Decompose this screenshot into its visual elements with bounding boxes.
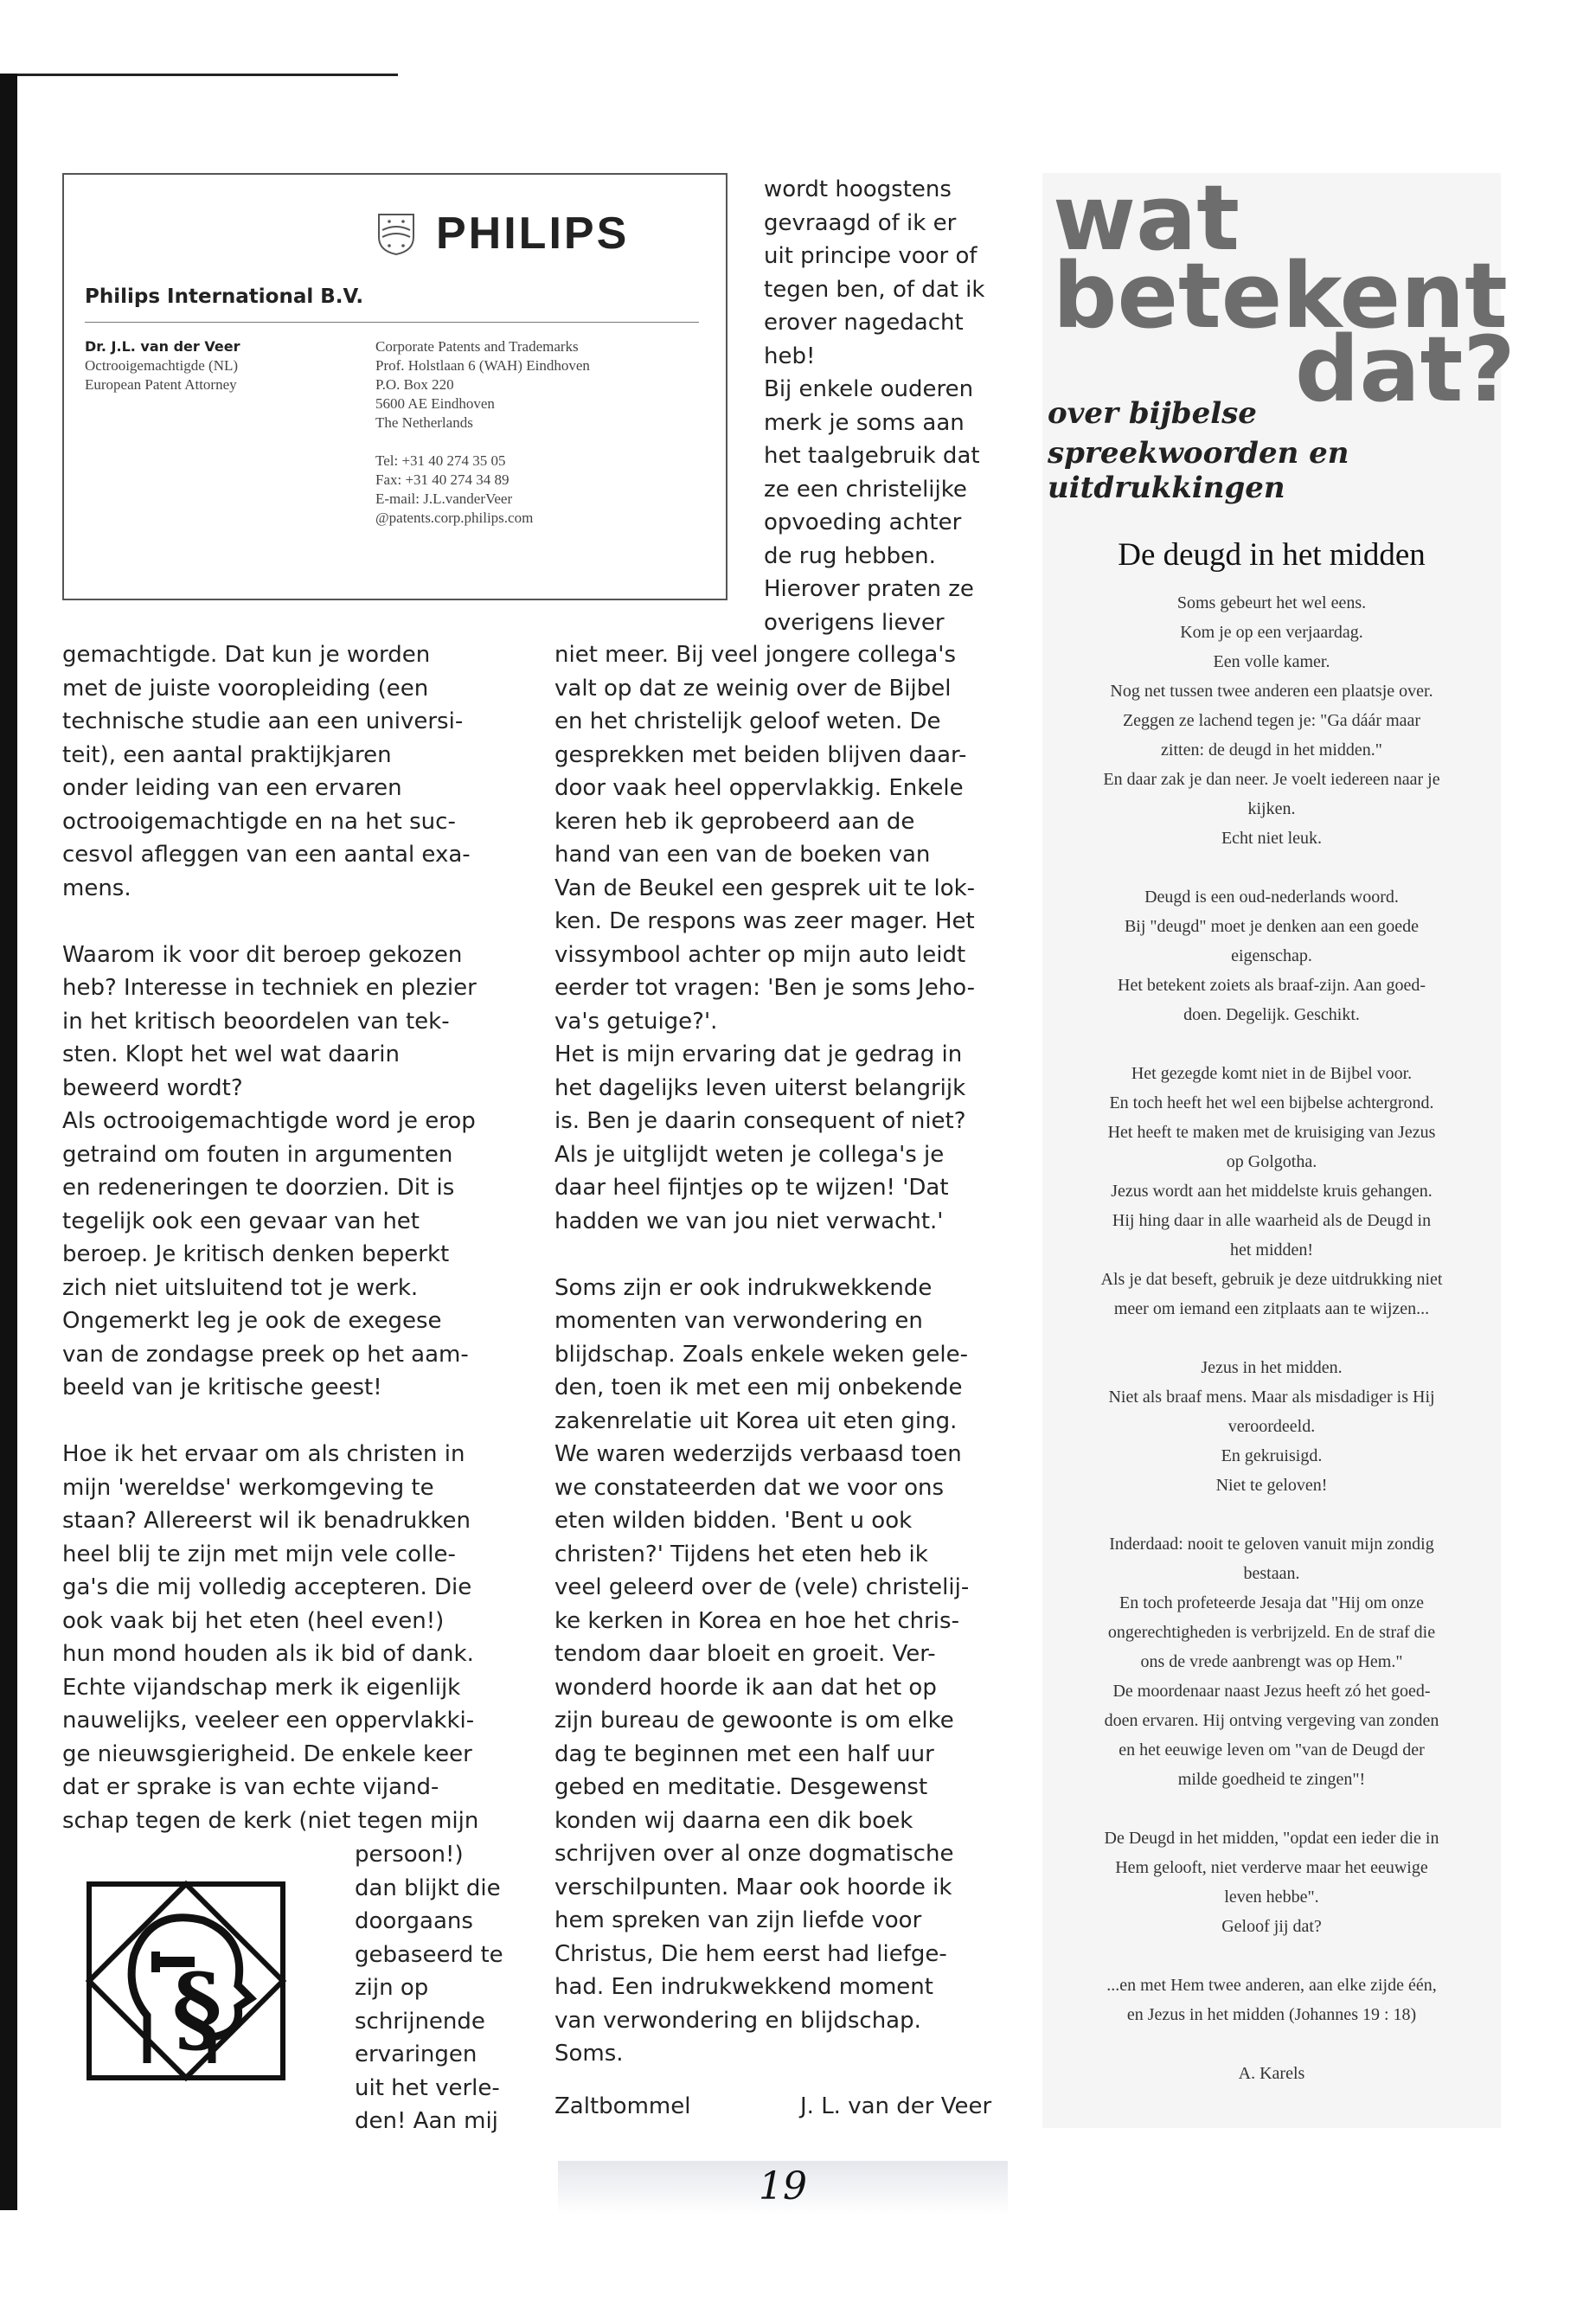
poem-line: en het eeuwige leven om "van de Deugd der <box>1118 1740 1425 1759</box>
article-line: opvoeding achter <box>764 510 962 535</box>
poem-line: Jezus wordt aan het middelste kruis gehangen. <box>1111 1182 1433 1201</box>
person-title: Octrooigemachtigde (NL) <box>85 357 239 374</box>
article-line: Als je uitglijdt weten je collega's je <box>554 1141 945 1168</box>
article-line: ook vaak bij het eten (heel even!) <box>62 1607 445 1634</box>
article-line: gebaseerd te <box>355 1941 503 1968</box>
article-line: cesvol afleggen van een aantal exa- <box>62 842 471 868</box>
article-line: verschilpunten. Maar ook hoorde ik <box>554 1874 952 1900</box>
article-line: sten. Klopt het wel wat daarin <box>62 1042 400 1067</box>
article-line: hand van een van de boeken van <box>554 842 931 868</box>
article-line: ervaringen <box>355 2041 478 2067</box>
poem-line: De moordenaar naast Jezus heeft zó het goed- <box>1112 1682 1431 1701</box>
contact-line: E-mail: J.L.vanderVeer <box>375 490 513 507</box>
address-line: 5600 AE Eindhoven <box>375 395 495 412</box>
article-line: eerder tot vragen: 'Ben je soms Jeho- <box>554 975 975 1001</box>
article-line: zijn bureau de gewoonte is om elke <box>554 1708 954 1734</box>
poem-line: A. Karels <box>1238 2064 1305 2083</box>
article-line: ken. De respons was zeer mager. Het <box>554 908 975 934</box>
article-column-2 <box>554 638 1017 2071</box>
article-line: dan blijkt die <box>355 1875 501 1901</box>
article-line: Van de Beukel een gesprek uit te lok- <box>554 875 976 901</box>
article-line: zich niet uitsluitend tot je werk. <box>62 1274 419 1301</box>
poem-line: Het betekent zoiets als braaf-zijn. Aan goed- <box>1118 976 1426 995</box>
article-line: had. Een indrukwekkend moment <box>554 1974 933 2000</box>
company-name: Philips International B.V. <box>85 285 364 308</box>
article-line: wonderd hoorde ik aan dat het op <box>554 1674 937 1701</box>
article-line: door vaak heel oppervlakkig. Enkele <box>554 775 964 801</box>
poem-line: Het gezegde komt niet in de Bijbel voor. <box>1131 1064 1413 1083</box>
poem-body <box>1051 588 1492 2088</box>
article-line: Christus, Die hem eerst had liefge- <box>554 1940 947 1967</box>
poem-line: leven hebbe". <box>1224 1888 1319 1907</box>
article-line: van de zondagse preek op het aam- <box>62 1341 469 1368</box>
article-line: valt op dat ze weinig over de Bijbel <box>554 675 952 702</box>
article-line: is. Ben je daarin consequent of niet? <box>554 1108 966 1134</box>
article-line: schrijnende <box>355 2008 485 2035</box>
page-edge-bar <box>0 74 17 2210</box>
poem-line: Hij hing daar in alle waarheid als de Deugd in <box>1112 1211 1432 1230</box>
article-line: dat er sprake is van echte vijand- <box>62 1774 439 1800</box>
poem-line: zitten: de deugd in het midden." <box>1161 740 1382 760</box>
philips-logo-text: PHILIPS <box>436 208 630 259</box>
signature-author: J. L. van der Veer <box>800 2093 992 2119</box>
poem-line: kijken. <box>1247 799 1296 818</box>
article-line: ga's die mij volledig accepteren. Die <box>62 1574 472 1600</box>
article-line: met de juiste vooropleiding (een <box>62 675 429 702</box>
address-block <box>375 337 713 528</box>
article-line: Bij enkele ouderen <box>764 376 974 402</box>
poem-line: De Deugd in het midden, "opdat een ieder die in <box>1104 1829 1439 1848</box>
article-line: overigens liever <box>764 609 945 636</box>
sidebar-subtitle: over bijbelse <box>1048 396 1257 431</box>
poem-line: veroordeeld. <box>1227 1417 1316 1436</box>
article-line: vissymbool achter op mijn auto leidt <box>554 941 966 968</box>
article-line: hun mond houden als ik bid of dank. <box>62 1641 474 1667</box>
poem-line: En daar zak je dan neer. Je voelt iedereen naar je <box>1103 770 1440 789</box>
article-line: mens. <box>62 875 131 901</box>
article-column-2-top <box>764 173 1023 639</box>
article-line: zijn op <box>355 1975 429 2001</box>
business-card <box>62 173 727 600</box>
article-line: den! Aan mij <box>355 2108 498 2134</box>
article-line: van verwondering en blijdschap. <box>554 2007 921 2034</box>
article-line: teit), een aantal praktijkjaren <box>62 741 392 768</box>
poem-line: Jezus in het midden. <box>1201 1358 1343 1377</box>
article-line: momenten van verwondering en <box>554 1308 923 1334</box>
poem-line: ongerechtigheden is verbrijzeld. En de straf die <box>1107 1623 1436 1642</box>
article-line: tendom daar bloeit en groeit. Ver- <box>554 1641 936 1667</box>
poem-line: En toch profeteerde Jesaja dat "Hij om onze <box>1119 1593 1424 1612</box>
address-line: Corporate Patents and Trademarks <box>375 338 579 355</box>
article-line: Ongemerkt leg je ook de exegese <box>62 1308 442 1334</box>
patent-head-logo-icon <box>82 1877 290 2085</box>
article-line: konden wij daarna een dik boek <box>554 1807 913 1834</box>
article-line: schrijven over al onze dogmatische <box>554 1841 954 1867</box>
person-name: Dr. J.L. van der Veer <box>85 338 240 355</box>
article-line: Het is mijn ervaring dat je gedrag in <box>554 1042 963 1067</box>
article-line: heel blij te zijn met mijn vele colle- <box>62 1541 456 1567</box>
article-line: octrooigemachtigde en na het suc- <box>62 808 456 835</box>
article-line: Als octrooigemachtigde word je erop <box>62 1108 476 1134</box>
article-line: Soms zijn er ook indrukwekkende <box>554 1274 933 1301</box>
sidebar-panel <box>1042 165 1516 2128</box>
article-line: hem spreken van zijn liefde voor <box>554 1907 922 1933</box>
poem-line: Echt niet leuk. <box>1221 829 1323 848</box>
article-line: staan? Allereerst wil ik benadrukken <box>62 1508 471 1534</box>
poem-line: Geloof jij dat? <box>1221 1917 1322 1936</box>
poem-line: Het heeft te maken met de kruisiging van Jezus <box>1107 1123 1436 1142</box>
article-line: en het christelijk geloof weten. De <box>554 708 941 734</box>
poem-title: De deugd in het midden <box>1118 537 1426 573</box>
article-line: beroep. Je kritisch denken beperkt <box>62 1241 450 1267</box>
article-line: nauwelijks, veeleer een oppervlakki- <box>62 1708 475 1734</box>
person-title: European Patent Attorney <box>85 376 237 393</box>
philips-shield-icon <box>375 211 417 256</box>
article-line: schap tegen de kerk (niet tegen mijn <box>62 1807 479 1834</box>
article-line: en redeneringen te doorzien. Dit is <box>62 1175 455 1201</box>
signature-place: Zaltbommel <box>554 2093 691 2119</box>
top-rule <box>17 74 398 76</box>
address-line: P.O. Box 220 <box>375 376 454 393</box>
article-line: onder leiding van een ervaren <box>62 775 402 801</box>
poem-line: Niet als braaf mens. Maar als misdadiger is Hij <box>1108 1388 1435 1407</box>
page-number-bar <box>558 2161 1008 2214</box>
article-line: beweerd wordt? <box>62 1074 243 1101</box>
contact-line: Fax: +31 40 274 34 89 <box>375 471 510 488</box>
poem-line: Soms gebeurt het wel eens. <box>1176 593 1367 612</box>
poem-line: En toch heeft het wel een bijbelse achtergrond. <box>1109 1093 1434 1112</box>
poem-line: eigenschap. <box>1231 946 1312 965</box>
article-line: wordt hoogstens <box>764 176 952 202</box>
article-line: veel geleerd over de (vele) christelij- <box>554 1574 970 1600</box>
article-line: de rug hebben. <box>764 542 936 569</box>
article-line: Waarom ik voor dit beroep gekozen <box>62 941 463 968</box>
article-line: hadden we van jou niet verwacht.' <box>554 1208 944 1234</box>
article-line: Hoe ik het ervaar om als christen in <box>62 1441 465 1467</box>
article-line: niet meer. Bij veel jongere collega's <box>554 642 956 668</box>
poem-line: Inderdaad: nooit te geloven vanuit mijn zondig <box>1109 1535 1434 1554</box>
sidebar-title-word: wat <box>1053 165 1240 271</box>
article-line: erover nagedacht <box>764 310 964 336</box>
article-line: eten wilden bidden. 'Bent u ook <box>554 1508 913 1534</box>
article-line: We waren wederzijds verbaasd toen <box>554 1441 962 1467</box>
article-line: doorgaans <box>355 1908 473 1934</box>
article-line: technische studie aan een universi- <box>62 708 464 734</box>
article-line: keren heb ik geprobeerd aan de <box>554 808 915 835</box>
poem-line: Een volle kamer. <box>1213 652 1330 671</box>
article-line: getraind om fouten in argumenten <box>62 1141 453 1168</box>
poem-line: Nog net tussen twee anderen een plaatsje over. <box>1110 682 1433 701</box>
article-line: Echte vijandschap merk ik eigenlijk <box>62 1674 461 1701</box>
poem-line: ons de vrede aanbrengt was op Hem." <box>1140 1652 1403 1671</box>
poem-line: het midden! <box>1229 1240 1314 1259</box>
page-number: 19 <box>759 2164 807 2208</box>
article-line: dag te beginnen met een half uur <box>554 1740 934 1767</box>
article-line: persoon!) <box>355 1842 464 1868</box>
poem-line: Als je dat beseft, gebruik je deze uitdrukking niet <box>1100 1270 1443 1289</box>
article-line: va's getuige?'. <box>554 1008 718 1035</box>
article-line: beeld van je kritische geest! <box>62 1375 382 1400</box>
article-line: in het kritisch beoordelen van tek- <box>62 1008 450 1035</box>
poem-line: Deugd is een oud-nederlands woord. <box>1144 888 1399 907</box>
article-column-1-narrow <box>355 1838 528 2138</box>
poem-line: en Jezus in het midden (Johannes 19 : 18) <box>1126 2005 1417 2024</box>
contact-line: Tel: +31 40 274 35 05 <box>375 452 506 469</box>
poem-line: bestaan. <box>1243 1564 1300 1583</box>
article-line: christen?' Tijdens het eten heb ik <box>554 1541 928 1567</box>
article-line: gemachtigde. Dat kun je worden <box>62 642 431 668</box>
article-line: ze een christelijke <box>764 476 967 503</box>
article-line: het dagelijks leven uiterst belangrijk <box>554 1074 966 1101</box>
poem-line: Kom je op een verjaardag. <box>1180 623 1363 642</box>
article-line: ke kerken in Korea en hoe het chris- <box>554 1607 959 1634</box>
poem-line: Zeggen ze lachend tegen je: "Ga dáár maar <box>1122 711 1421 730</box>
article-line: heb? Interesse in techniek en plezier <box>62 975 477 1001</box>
sidebar-title-word: betekent <box>1053 243 1508 349</box>
poem-line: Niet te geloven! <box>1215 1476 1328 1495</box>
article-line: Hierover praten ze <box>764 576 974 602</box>
article-line: Soms. <box>554 2041 624 2067</box>
card-divider <box>85 322 699 323</box>
article-line: blijdschap. Zoals enkele weken gele- <box>554 1341 968 1368</box>
poem-line: milde goedheid te zingen"! <box>1177 1770 1366 1789</box>
poem-line: En gekruisigd. <box>1221 1446 1323 1465</box>
article-line: gevraagd of ik er <box>764 209 957 236</box>
article-line: heb! <box>764 343 816 369</box>
article-line: het taalgebruik dat <box>764 443 980 469</box>
contact-line: @patents.corp.philips.com <box>375 510 534 526</box>
article-line: daar heel fijntjes op te wijzen! 'Dat <box>554 1175 949 1201</box>
address-line: The Netherlands <box>375 414 473 431</box>
article-column-1 <box>62 638 529 1837</box>
address-line: Prof. Holstlaan 6 (WAH) Eindhoven <box>375 357 590 374</box>
poem-line: Bij "deugd" moet je denken aan een goede <box>1124 917 1420 936</box>
sidebar-title-word: dat? <box>1295 317 1516 422</box>
article-line: merk je soms aan <box>764 409 965 436</box>
sidebar-subtitle: spreekwoorden en uitdrukkingen <box>1048 436 1349 505</box>
person-block <box>85 337 336 394</box>
article-line: gebed en meditatie. Desgewenst <box>554 1774 928 1800</box>
poem-line: meer om iemand een zitplaats aan te wijzen... <box>1113 1299 1430 1318</box>
poem-line: ...en met Hem twee anderen, aan elke zijde één, <box>1106 1976 1437 1995</box>
poem-line: doen ervaren. Hij ontving vergeving van zonden <box>1104 1711 1439 1730</box>
poem-line: doen. Degelijk. Geschikt. <box>1183 1005 1360 1024</box>
article-line: tegen ben, of dat ik <box>764 276 985 303</box>
poem-line: op Golgotha. <box>1226 1152 1317 1171</box>
article-line: ge nieuwsgierigheid. De enkele keer <box>62 1740 472 1767</box>
article-line: uit het verle- <box>355 2074 500 2101</box>
article-line: den, toen ik met een mij onbekende <box>554 1375 963 1400</box>
article-line: tegelijk ook een gevaar van het <box>62 1208 420 1234</box>
article-line: gesprekken met beiden blijven daar- <box>554 741 967 768</box>
article-line: we constateerden dat we voor ons <box>554 1474 945 1501</box>
poem-line: Hem gelooft, niet verderve maar het eeuwige <box>1115 1858 1428 1877</box>
article-line: mijn 'wereldse' werkomgeving te <box>62 1474 434 1501</box>
svg-text:§: § <box>172 1952 222 2064</box>
article-line: uit principe voor of <box>764 243 977 269</box>
article-line: zakenrelatie uit Korea uit eten ging. <box>554 1407 958 1434</box>
